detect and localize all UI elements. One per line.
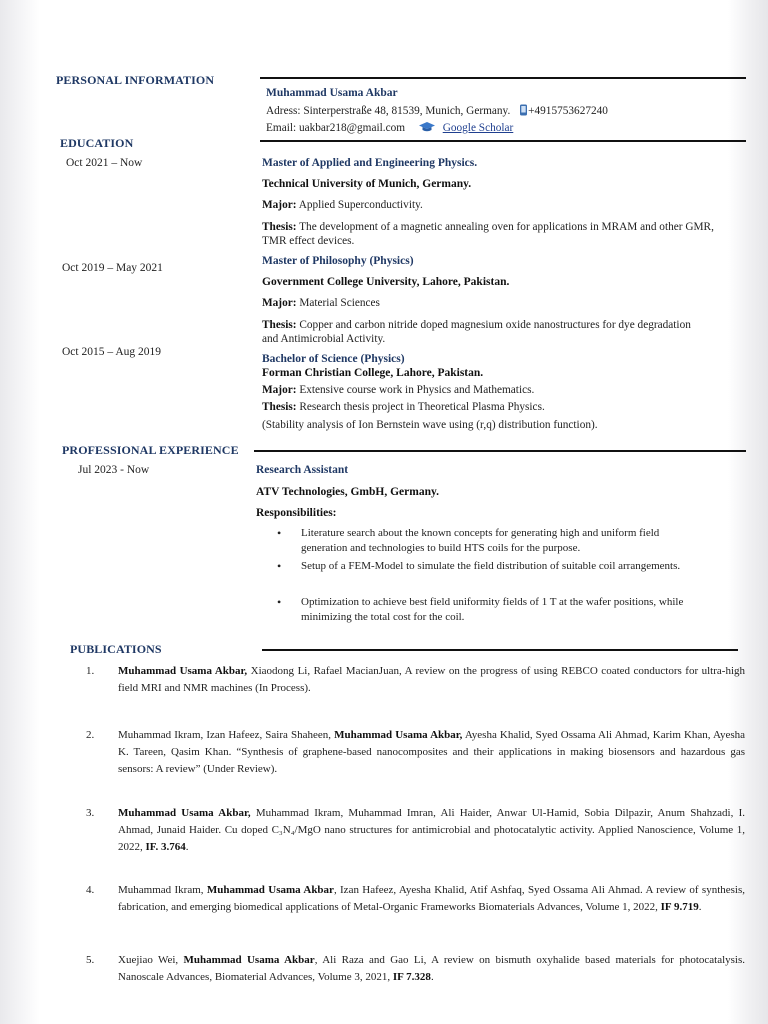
publication-item [60,727,745,778]
education-dates: Oct 2021 – Now [66,157,143,169]
bullet-icon: • [277,595,282,609]
pub-author-highlight: Muhammad Usama Akbar, [118,807,251,819]
pub-rest: , Izan Hafeez, Ayesha Khalid, Atif Ashfaq, Syed Ossama Ali Ahmad. A review of synthesis, fabrication, and emerging biomedical applications of Metal-Organic Frameworks Biomaterials Advances, Volume 1, 2022, [118,884,745,913]
publication-item [60,882,745,916]
company: ATV Technologies, GmbH, Germany. [256,486,439,498]
pub-rest: , Ali Raza and Gao Li, A review on bismuth oxyhalide based materials for photocatalysis. Nanoscale Advances, Biomaterial Advances, Volume 3, 2021, [118,954,746,983]
degree-title: Master of Applied and Engineering Physics. [262,157,478,169]
impact-factor: IF 9.719 [660,901,699,913]
major-label: Major: [262,384,297,396]
major-value: Applied Superconductivity. [298,199,423,211]
pub-author-highlight: Muhammad Usama Akbar, [118,665,248,677]
thesis-label: Thesis: [262,221,297,233]
address-value: Sinterperstraße 48, 81539, Munich, Germany. [303,105,511,118]
email-line [266,121,513,136]
address-line [266,104,608,119]
publication-item [60,663,745,697]
email-link[interactable]: uakbar218@gmail.com [298,122,406,135]
experience-dates: Jul 2023 - Now [78,464,150,476]
responsibilities-label: Responsibilities: [256,507,337,519]
role-title: Research Assistant [256,464,349,476]
major-value: Extensive course work in Physics and Mathematics. [299,384,535,396]
thesis-value: Copper and carbon nitride doped magnesium oxide nanostructures for dye degradation and Antimicrobial Activity. [262,319,691,345]
thesis-line [262,401,545,413]
publication-number: 1. [86,665,95,677]
impact-factor: IF. 3.764 [145,841,186,853]
publication-number: 5. [86,954,95,966]
thesis-value: The development of a magnetic annealing oven for applications in MRAM and other GMR, TMR effect devices. [262,221,714,247]
section-title-experience: PROFESSIONAL EXPERIENCE [62,443,239,457]
thesis-label: Thesis: [262,319,297,331]
pub-end: . [430,971,434,983]
pub-end: . [185,841,189,853]
list-item [277,595,697,625]
institution: Forman Christian College, Lahore, Pakistan. [262,367,484,379]
institution: Government College University, Lahore, Pakistan. [262,276,510,288]
degree-title: Master of Philosophy (Physics) [262,255,414,267]
list-item [277,526,697,556]
publication-item [60,952,745,986]
publication-text [118,663,745,697]
list-item [277,559,697,574]
bullet-icon: • [277,559,282,573]
pub-end: . [698,901,702,913]
bullet-text: Literature search about the known concepts for generating high and uniform field generation and technologies to build HTS coils for the purpose. [301,527,660,554]
publication-number: 4. [86,884,95,896]
publication-text [118,952,745,986]
pub-author-highlight: Muhammad Usama Akbar, [334,729,463,741]
section-rule [260,140,746,142]
publication-number: 3. [86,807,95,819]
pub-author-highlight: Muhammad Usama Akbar [206,884,334,896]
major-line [262,384,534,396]
degree-title: Bachelor of Science (Physics) [262,353,405,365]
publication-text [118,882,745,916]
pub-rest: Xiaodong Li, Rafael MacianJuan, A review on the progress of using REBCO coated conductors for ultra-high field MRI and NMR machines (In Process). [118,665,746,694]
thesis-value: Research thesis project in Theoretical Plasma Physics. [299,401,545,413]
section-title-education: EDUCATION [60,136,134,150]
pub-author-highlight: Muhammad Usama Akbar [183,954,315,966]
thesis-line [262,220,722,248]
section-title-personal: PERSONAL INFORMATION [56,73,215,87]
candidate-name: Muhammad Usama Akbar [266,87,398,99]
thesis-label: Thesis: [262,401,297,413]
major-label: Major: [262,297,297,309]
bullet-text: Optimization to achieve best field uniformity fields of 1 T at the wafer positions, while minimizing the total cost for the coil. [301,596,684,623]
email-label: Email: [266,122,297,135]
phone-icon [519,104,528,119]
education-dates: Oct 2019 – May 2021 [62,262,163,274]
section-rule [262,649,738,651]
pub-authors-before: Xuejiao Wei, [118,954,184,966]
institution: Technical University of Munich, Germany. [262,178,472,190]
major-value: Material Sciences [299,297,380,309]
pub-rest: Muhammad Ikram, Muhammad Imran, Ali Haider, Anwar Ul-Hamid, Sobia Dilpazir, Anum Shahzadi, I. Ahmad, Junaid Haider. Cu doped C₃N₄/MgO nano structures for antimicrobial and photocatalytic activity. Applied Nanoscience, Volume 1, 2022, [118,807,745,853]
education-dates: Oct 2015 – Aug 2019 [62,346,162,358]
phone-number: +4915753627240 [528,105,608,118]
section-rule [254,450,746,452]
publication-number: 2. [86,729,95,741]
graduation-cap-icon [418,121,436,136]
bullet-text: Setup of a FEM-Model to simulate the field distribution of suitable coil arrangements. [301,560,681,572]
section-title-publications: PUBLICATIONS [70,642,162,656]
thesis-note: (Stability analysis of Ion Bernstein wave using (r,q) distribution function). [262,419,598,431]
thesis-line [262,318,702,346]
impact-factor: IF 7.328 [392,971,431,983]
section-rule [260,77,746,79]
bullet-icon: • [277,526,282,540]
publication-item [60,805,745,856]
publication-text [118,805,745,856]
publication-text [118,727,745,778]
pub-authors-before: Muhammad Ikram, Izan Hafeez, Saira Shaheen, [118,729,335,741]
major-line [262,199,423,211]
major-line [262,297,380,309]
pub-rest: Ayesha Khalid, Syed Ossama Ali Ahmad, Karim Khan, Ayesha K. Tareen, Qasim Khan. “Synthesis of graphene-based nanocomposites and their applications in making biosensors and hazardous gas sensors: A review” (Under Review). [118,729,745,775]
address-label: Adress: [266,105,301,118]
major-label: Major: [262,199,297,211]
google-scholar-link[interactable]: Google Scholar [442,122,514,135]
pub-authors-before: Muhammad Ikram, [118,884,207,896]
